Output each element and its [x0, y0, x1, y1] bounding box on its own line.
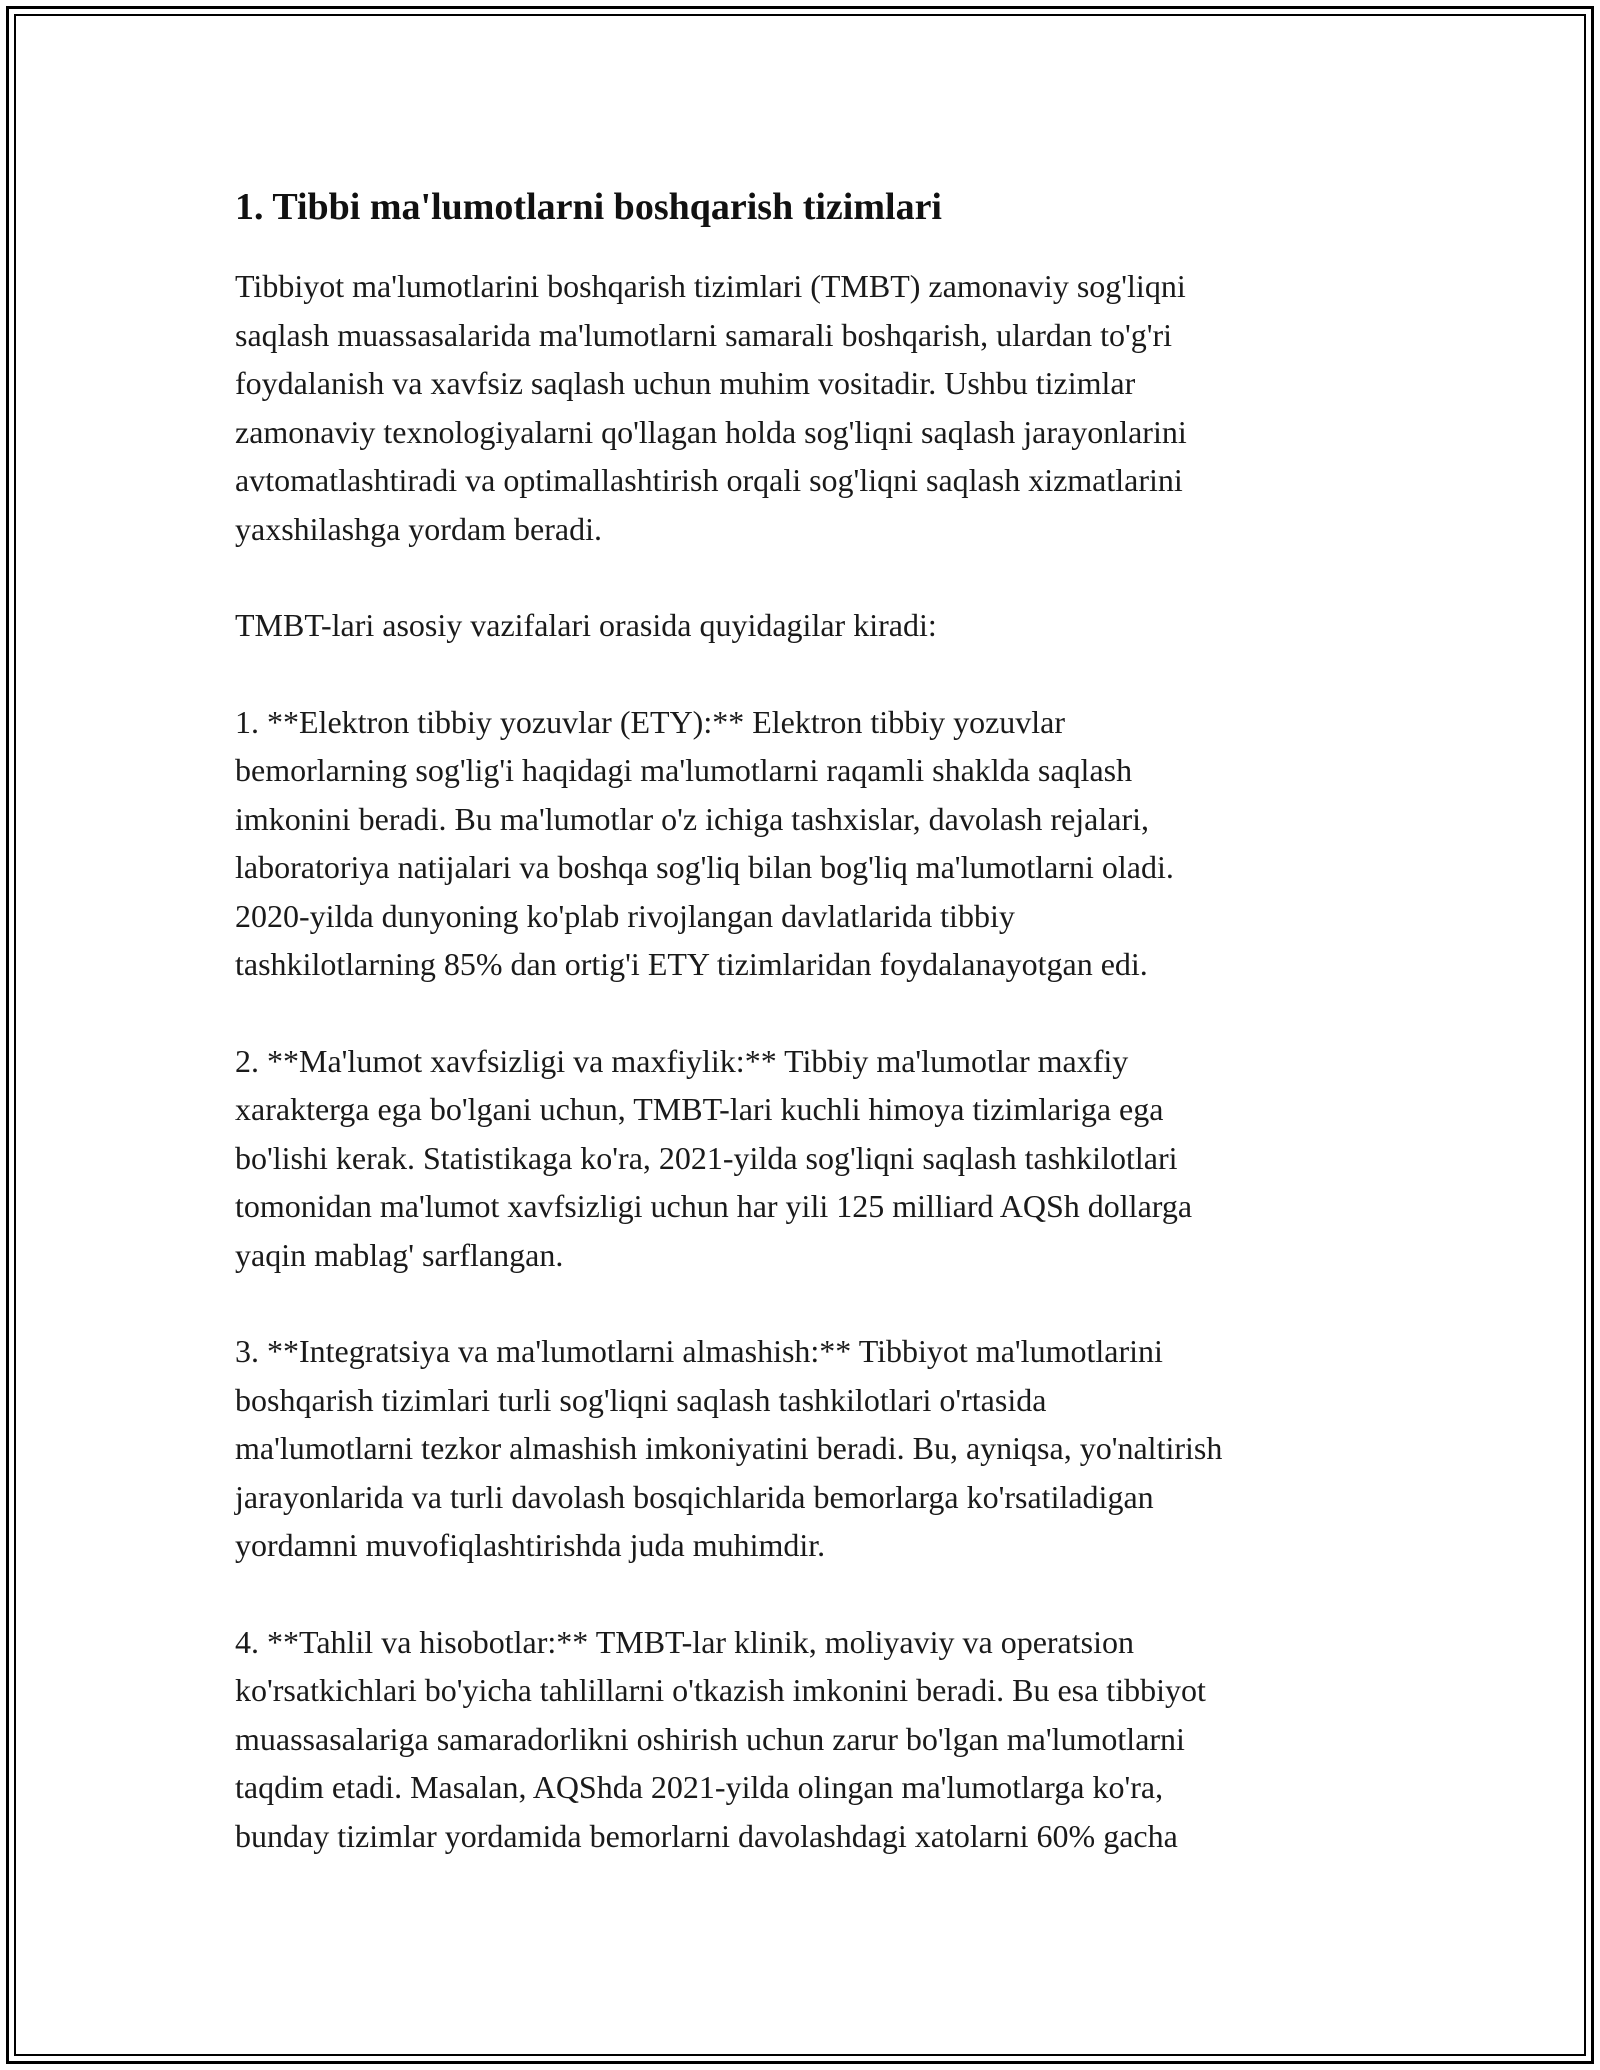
document-body [235, 183, 1385, 1908]
intro-paragraph: Tibbiyot ma'lumotlarini boshqarish tizimlari (TMBT) zamonaviy sog'liqni saqlash muassasalarida ma'lumotlarni samarali boshqarish, ulardan to'g'ri foydalanish va xavfsiz saqlash uchun muhim vositadir. Ushbu tizimlar zamonaviy texnologiyalarni qo'llagan holda sog'liqni saqlash jarayonlarini avtomatlashtiradi va optimallashtirish orqali sog'liqni saqlash xizmatlarini yaxshilashga yordam beradi. [235, 268, 1187, 547]
list-intro-paragraph: TMBT-lari asosiy vazifalari orasida quyidagilar kiradi: [235, 607, 937, 644]
list-item-ety: 1. **Elektron tibbiy yozuvlar (ETY):** Elektron tibbiy yozuvlar bemorlarning sog'lig'i haqidagi ma'lumotlarni raqamli shaklda saqlash imkonini beradi. Bu ma'lumotlar o'z ichiga tashxislar, davolash rejalari, laboratoriya natijalari va boshqa sog'liq bilan bog'liq ma'lumotlarni oladi. 2020-yilda dunyoning ko'plab rivojlangan davlatlarida tibbiy tashkilotlarning 85% dan ortig'i ETY tizimlaridan foydalanayotgan edi. [235, 703, 1174, 983]
list-item-security: 2. **Ma'lumot xavfsizligi va maxfiylik:** Tibbiy ma'lumotlar maxfiy xarakterga ega bo'lgani uchun, TMBT-lari kuchli himoya tizimlariga ega bo'lishi kerak. Statistikaga ko'ra, 2021-yilda sog'liqni saqlash tashkilotlari tomonidan ma'lumot xavfsizligi uchun har yili 125 milliard AQSh dollarga yaqin mablag' sarflangan. [235, 1042, 1193, 1273]
section-heading: 1. Tibbi ma'lumotlarni boshqarish tizimlari [235, 186, 942, 228]
list-item-integration: 3. **Integratsiya va ma'lumotlarni almashish:** Tibbiyot ma'lumotlarini boshqarish tizimlari turli sog'liqni saqlash tashkilotlari o'rtasida ma'lumotlarni tezkor almashish imkoniyatini beradi. Bu, ayniqsa, yo'naltirish jarayonlarida va turli davolash bosqichlarida bemorlarga ko'rsatiladigan yordamni muvofiqlashtirishda juda muhimdir. [235, 1333, 1223, 1564]
list-item-analytics: 4. **Tahlil va hisobotlar:** TMBT-lar klinik, moliyaviy va operatsion ko'rsatkichlari bo'yicha tahlillarni o'tkazish imkonini beradi. Bu esa tibbiyot muassasalariga samaradorlikni oshirish uchun zarur bo'lgan ma'lumotlarni taqdim etadi. Masalan, AQShda 2021-yilda olingan ma'lumotlarga ko'ra, bunday tizimlar yordamida bemorlarni davolashdagi xatolarni 60% gacha [235, 1623, 1206, 1854]
